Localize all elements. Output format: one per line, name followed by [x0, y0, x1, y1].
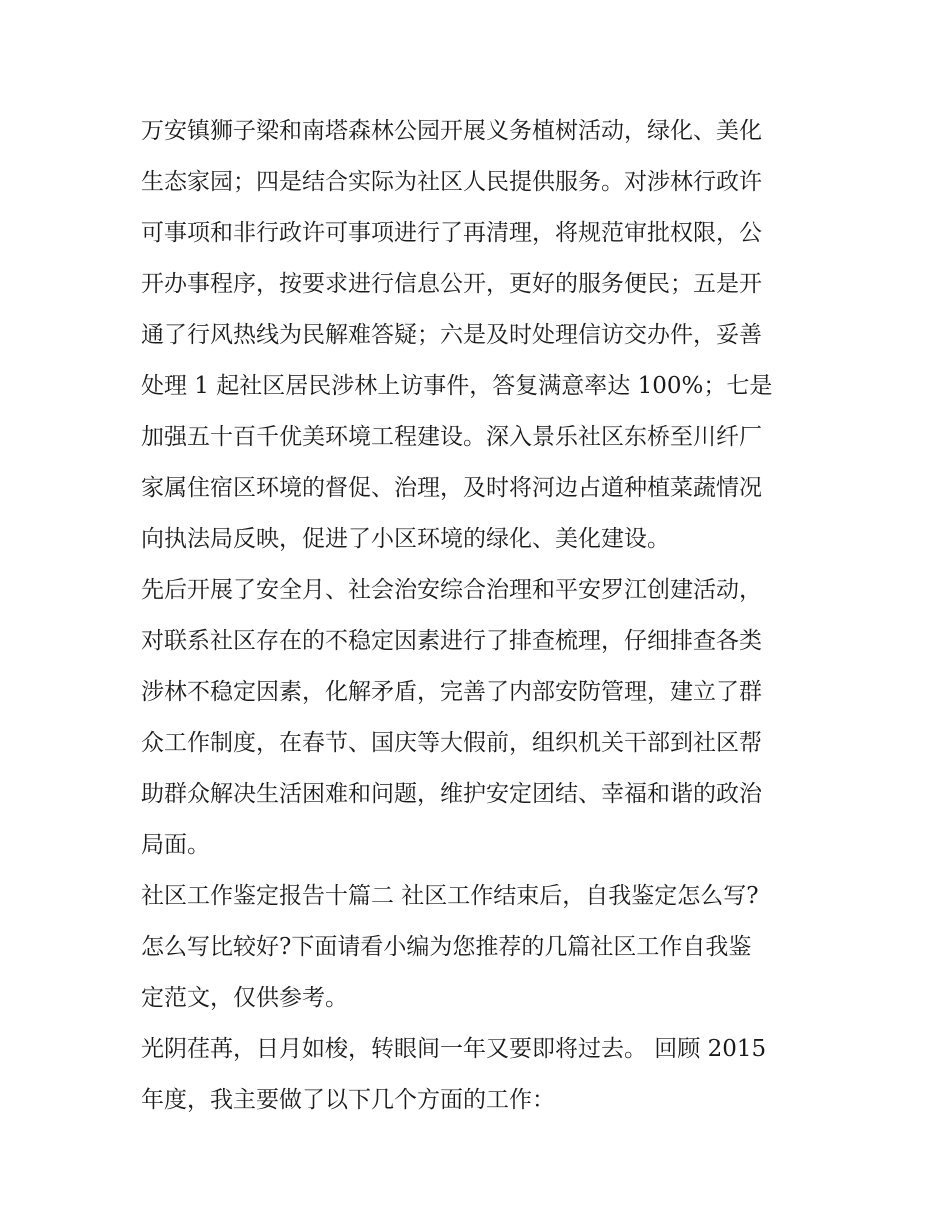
text-line: 加强五十百千优美环境工程建设。深入景乐社区东桥至川纤厂 [141, 424, 762, 450]
text-line: 处理 1 起社区居民涉林上访事件，答复满意率达 100%；七是 [141, 373, 773, 399]
text-line: 社区工作鉴定报告十篇二 社区工作结束后，自我鉴定怎么写? [141, 883, 759, 909]
text-line: 年度，我主要做了以下几个方面的工作： [141, 1087, 555, 1113]
text-line: 万安镇狮子梁和南塔森林公园开展义务植树活动，绿化、美化 [141, 118, 762, 144]
text-line: 众工作制度，在春节、国庆等大假前，组织机关干部到社区帮 [141, 730, 762, 756]
text-line: 通了行风热线为民解难答疑；六是及时处理信访交办件，妥善 [141, 322, 762, 348]
text-line: 对联系社区存在的不稳定因素进行了排查梳理，仔细排查各类 [141, 628, 762, 654]
text-line: 家属住宿区环境的督促、治理，及时将河边占道种植菜蔬情况 [141, 475, 762, 501]
text-line: 向执法局反映，促进了小区环境的绿化、美化建设。 [141, 526, 670, 552]
text-line: 助群众解决生活困难和问题，维护安定团结、幸福和谐的政治 [141, 781, 762, 807]
text-line: 先后开展了安全月、社会治安综合治理和平安罗江创建活动， [141, 577, 762, 603]
text-line: 局面。 [141, 832, 210, 858]
text-line: 可事项和非行政许可事项进行了再清理，将规范审批权限，公 [141, 220, 762, 246]
text-line: 开办事程序，按要求进行信息公开，更好的服务便民；五是开 [141, 271, 762, 297]
body-text [141, 106, 821, 1126]
text-line: 生态家园；四是结合实际为社区人民提供服务。对涉林行政许 [141, 169, 762, 195]
text-line: 涉林不稳定因素，化解矛盾，完善了内部安防管理，建立了群 [141, 679, 762, 705]
text-line: 定范文，仅供参考。 [141, 985, 348, 1011]
text-line: 怎么写比较好?下面请看小编为您推荐的几篇社区工作自我鉴 [141, 934, 752, 960]
text-line: 光阴荏苒，日月如梭，转眼间一年又要即将过去。 回顾 2015 [141, 1036, 767, 1062]
